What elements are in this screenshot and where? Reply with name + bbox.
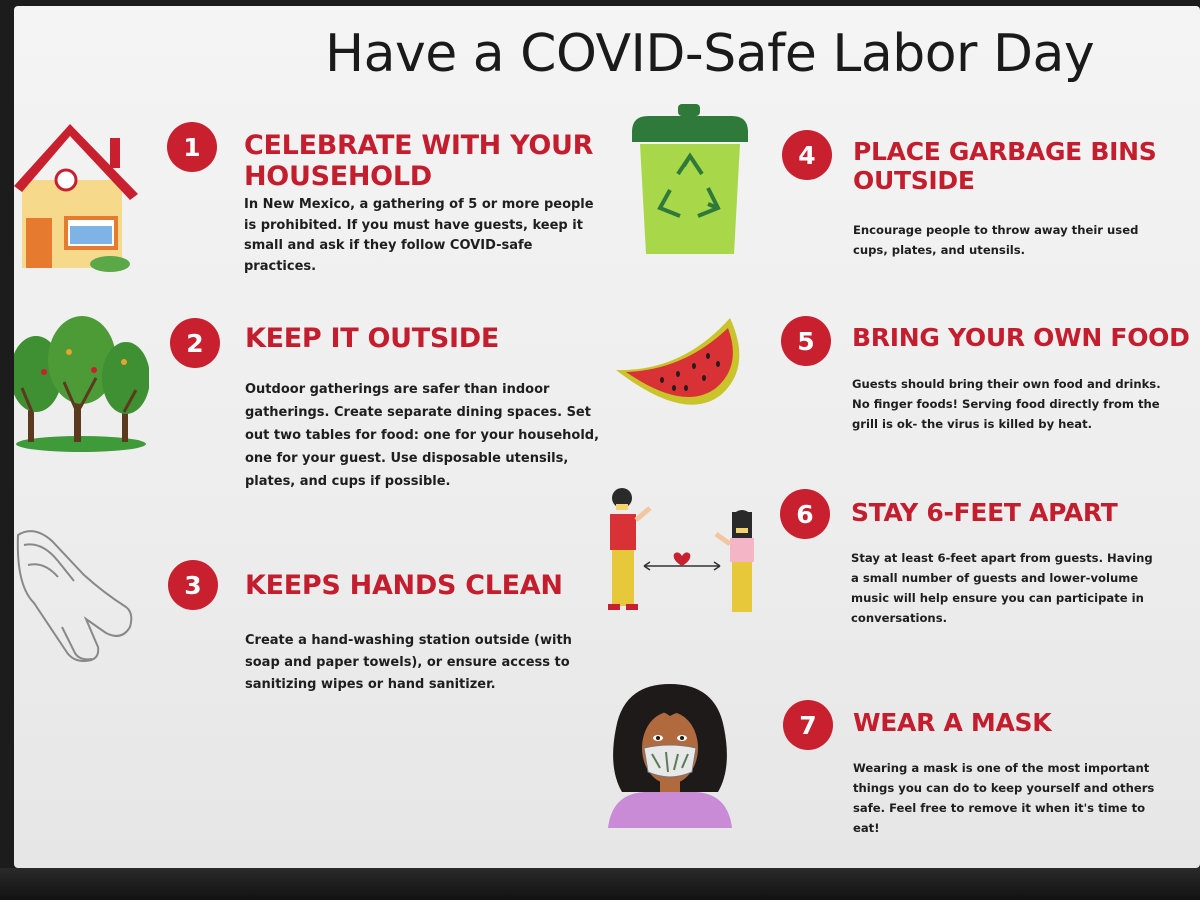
tip-body-3: Create a hand-washing station outside (with soap and paper towels), or ensure access to sanitizing wipes or hand sanitizer. [245,633,572,692]
tip-number-4: 4 [782,130,832,180]
tip-body-5: Guests should bring their own food and drinks. No finger foods! Serving food directly from the grill is ok- the virus is killed by heat. [852,377,1161,431]
tip-body-4: Encourage people to throw away their used cups, plates, and utensils. [853,223,1139,257]
monitor-bezel [0,868,1200,900]
page-title: Have a COVID-Safe Labor Day [325,24,1095,84]
tip-number-5: 5 [781,316,831,366]
house-icon [14,118,139,273]
tip-heading-5: BRING YOUR OWN FOOD [852,323,1190,352]
distancing-icon [598,486,770,624]
tip-heading-4: PLACE GARBAGE BINS OUTSIDE [853,137,1157,195]
trees-icon [14,312,149,452]
tip-heading-3: KEEPS HANDS CLEAN [245,570,563,601]
tip-number-7: 7 [783,700,833,750]
masked-woman-icon [604,682,736,828]
recycle-bin-icon [628,104,752,260]
tip-body-7: Wearing a mask is one of the most important things you can do to keep yourself and others safe. Feel free to remove it when it's time to eat! [853,761,1155,835]
hands-icon [14,515,139,670]
tip-heading-6: STAY 6-FEET APART [851,498,1118,527]
tip-number-6: 6 [780,489,830,539]
tip-body-1: In New Mexico, a gathering of 5 or more people is prohibited. If you must have guests, keep it small and ask if they follow COVID-safe practices. [244,197,594,274]
watermelon-icon [612,316,747,416]
tip-body-6: Stay at least 6-feet apart from guests. Having a small number of guests and lower-volume music will help ensure you can participate in conversations. [851,551,1153,625]
tip-heading-1: CELEBRATE WITH YOUR HOUSEHOLD [244,130,594,192]
tip-number-2: 2 [170,318,220,368]
tip-number-3: 3 [168,560,218,610]
tip-number-1: 1 [167,122,217,172]
tip-heading-7: WEAR A MASK [853,708,1052,737]
tip-body-2: Outdoor gatherings are safer than indoor gatherings. Create separate dining spaces. Set out two tables for food: one for your household, one for your guest. Use disposable utensils, plates, and cups if possible. [245,382,600,489]
tip-heading-2: KEEP IT OUTSIDE [245,323,500,354]
